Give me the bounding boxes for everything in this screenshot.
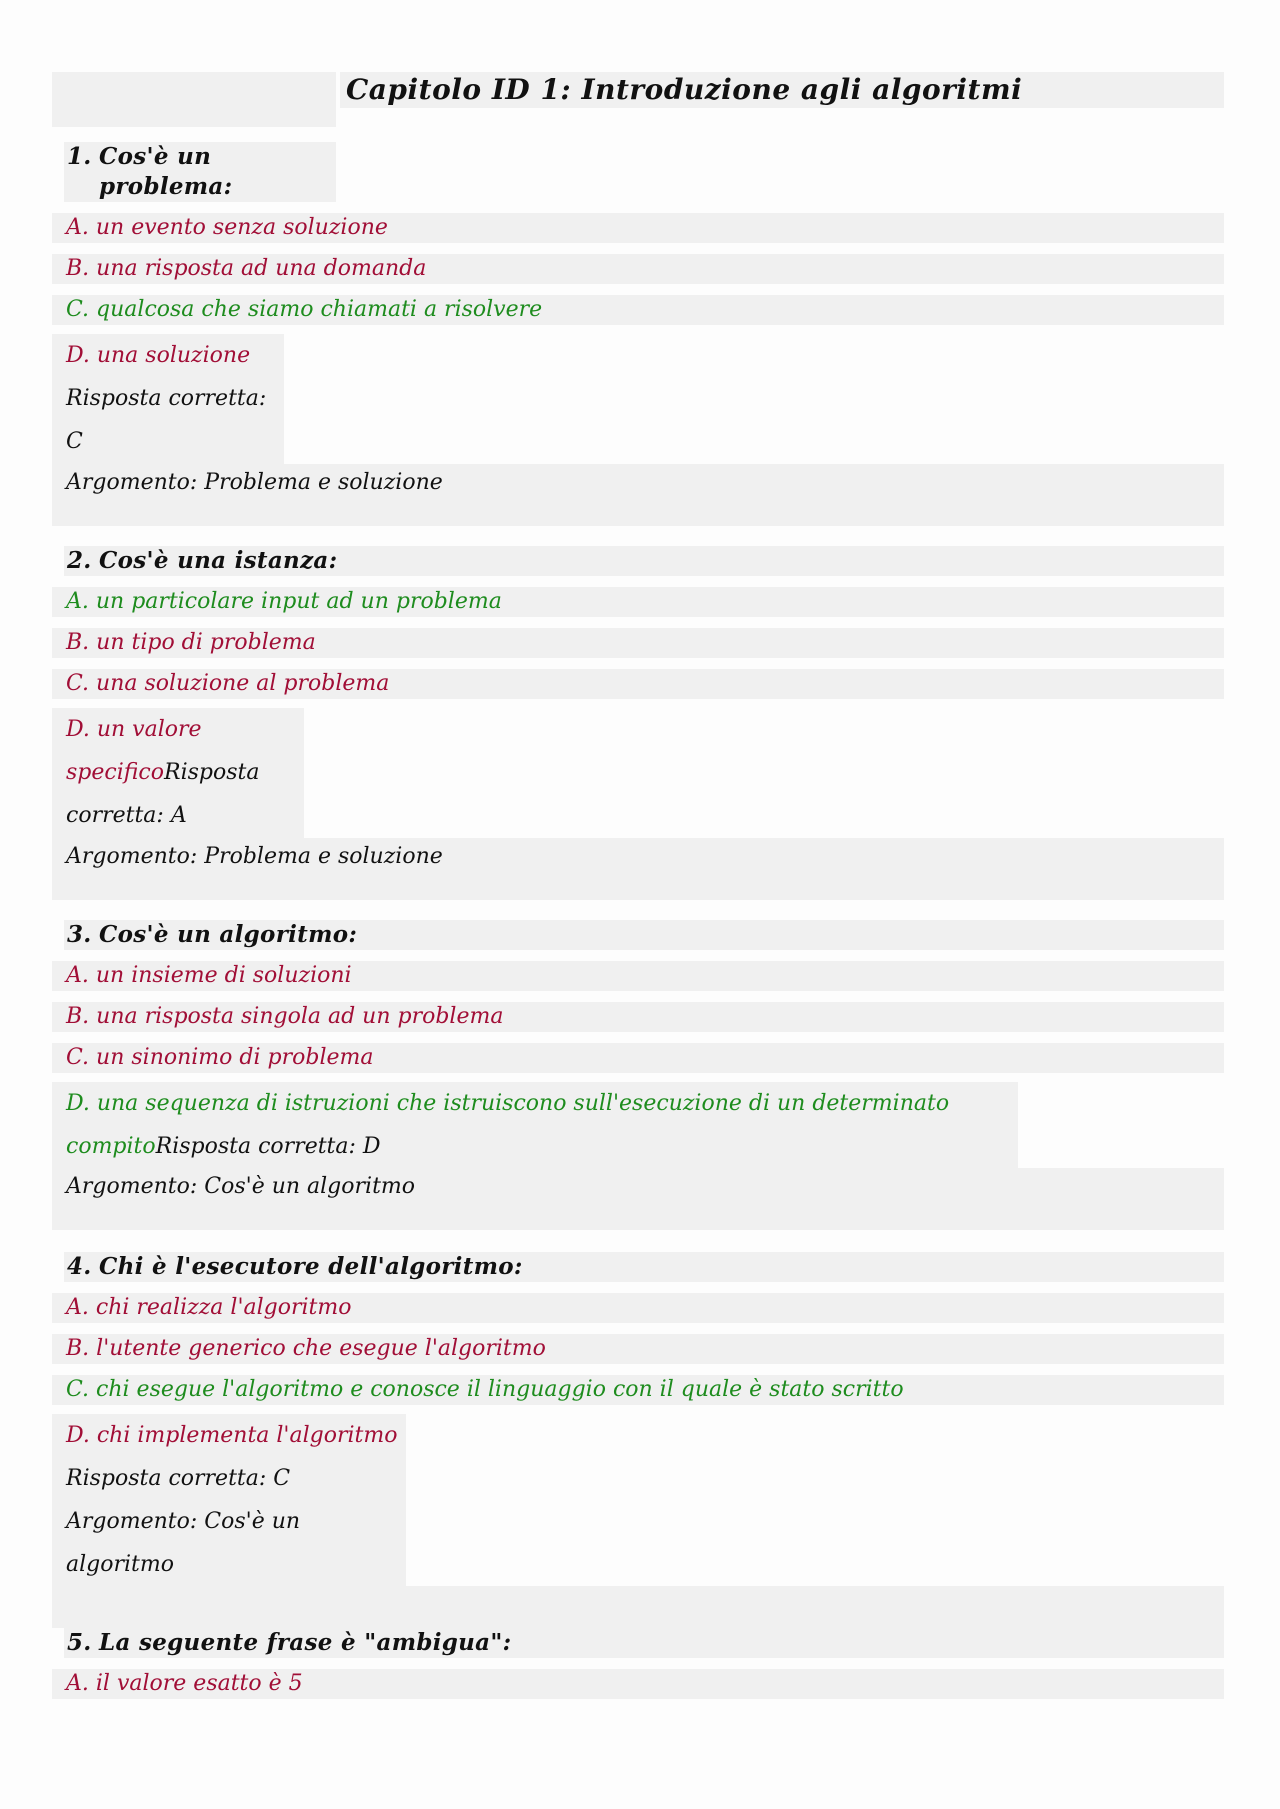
- option-b[interactable]: B. una risposta singola ad un problema: [52, 1002, 1224, 1032]
- option-d[interactable]: D. una soluzione: [66, 343, 251, 368]
- topic-block: [52, 838, 1224, 900]
- question-number: 3.: [67, 921, 92, 948]
- option-a[interactable]: A. un insieme di soluzioni: [52, 961, 1224, 991]
- title-left-band: [52, 72, 336, 127]
- topic: Argomento: Cos'è un algoritmo: [66, 1174, 416, 1199]
- option-d-answer-block: [52, 1082, 1018, 1168]
- answer-label: Risposta: [164, 760, 260, 785]
- option-d-answer-block: [52, 334, 284, 464]
- question-text: Cos'è un: [99, 143, 212, 170]
- option-c[interactable]: C. chi esegue l'algoritmo e conosce il linguaggio con il quale è stato scritto: [52, 1375, 1224, 1405]
- topic: Argomento: Problema e soluzione: [66, 844, 443, 869]
- topic-block: [52, 464, 1224, 526]
- option-d[interactable]: D. un valore: [66, 717, 202, 742]
- question-text: Cos'è un algoritmo:: [99, 921, 358, 948]
- question-text-cont: problema:: [99, 173, 233, 200]
- option-d[interactable]: D. una sequenza di istruzioni che istruiscono sull'esecuzione di un determinato: [66, 1091, 950, 1116]
- answer-value: C: [66, 429, 83, 454]
- answer-label: Risposta corretta: D: [155, 1134, 381, 1159]
- question-text: Chi è l'esecutore dell'algoritmo:: [99, 1253, 523, 1280]
- topic: Argomento: Cos'è un: [66, 1509, 301, 1534]
- option-a[interactable]: A. il valore esatto è 5: [52, 1669, 1224, 1699]
- question-heading: [64, 1628, 1224, 1658]
- option-c[interactable]: C. un sinonimo di problema: [52, 1043, 1224, 1073]
- question-heading: [64, 142, 336, 202]
- answer-value: corretta: A: [66, 803, 187, 828]
- answer-label: Risposta corretta:: [66, 386, 267, 411]
- topic-spacer: [52, 1586, 1224, 1628]
- question-heading: [64, 1252, 1224, 1282]
- option-c[interactable]: C. una soluzione al problema: [52, 669, 1224, 699]
- option-a[interactable]: A. chi realizza l'algoritmo: [52, 1293, 1224, 1323]
- question-number: 4.: [67, 1253, 92, 1280]
- topic-block: [52, 1168, 1224, 1230]
- option-d-cont[interactable]: specifico: [66, 760, 164, 785]
- option-d-answer-block: [52, 1414, 406, 1586]
- option-d-answer-block: [52, 708, 304, 838]
- question-heading: [64, 920, 1224, 950]
- question-text: La seguente frase è "ambigua":: [99, 1629, 512, 1656]
- topic-cont: algoritmo: [66, 1552, 174, 1577]
- option-d[interactable]: D. chi implementa l'algoritmo: [66, 1423, 398, 1448]
- option-d-cont[interactable]: compito: [66, 1134, 156, 1159]
- option-c[interactable]: C. qualcosa che siamo chiamati a risolvere: [52, 295, 1224, 325]
- option-b[interactable]: B. un tipo di problema: [52, 628, 1224, 658]
- question-heading: [64, 546, 1224, 576]
- option-a[interactable]: A. un evento senza soluzione: [52, 213, 1224, 243]
- option-b[interactable]: B. l'utente generico che esegue l'algoritmo: [52, 1334, 1224, 1364]
- option-a[interactable]: A. un particolare input ad un problema: [52, 587, 1224, 617]
- option-b[interactable]: B. una risposta ad una domanda: [52, 254, 1224, 284]
- answer-label: Risposta corretta: C: [66, 1466, 291, 1491]
- question-number: 2.: [67, 547, 92, 574]
- question-number: 1.: [67, 143, 92, 170]
- question-text: Cos'è una istanza:: [99, 547, 338, 574]
- question-number: 5.: [67, 1629, 92, 1656]
- topic: Argomento: Problema e soluzione: [66, 470, 443, 495]
- page-title: Capitolo ID 1: Introduzione agli algoritmi: [340, 72, 1224, 108]
